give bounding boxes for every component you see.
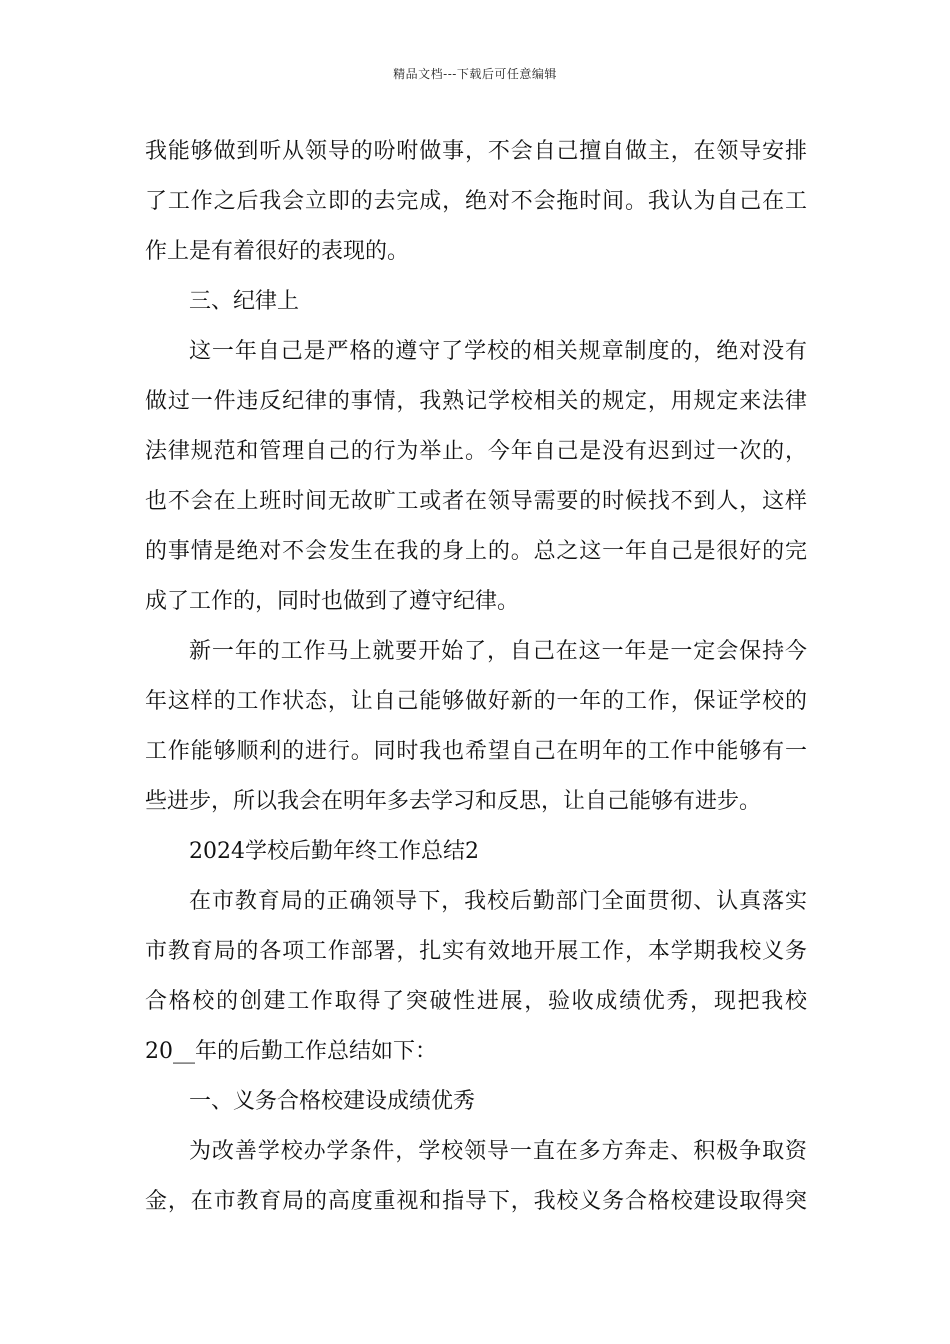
text-line: 成了工作的，同时也做到了遵守纪律。 [145,589,520,614]
text-line: 年这样的工作状态，让自己能够做好新的一年的工作，保证学校的 [145,689,807,714]
text-line: 为改善学校办学条件，学校领导一直在多方奔走、积极争取资 [189,1139,807,1164]
text-line: 我能够做到听从领导的吩咐做事，不会自己擅自做主，在领导安排 [145,139,807,164]
page-header: 精品文档---下载后可任意编辑 [393,67,557,81]
text-line: 合格校的创建工作取得了突破性进展，验收成绩优秀，现把我校 [145,989,807,1014]
section-heading: 一、义务合格校建设成绩优秀 [189,1089,476,1114]
text-line: 工作能够顺利的进行。同时我也希望自己在明年的工作中能够有一 [145,739,807,764]
document-title: 2024学校后勤年终工作总结2 [189,839,479,864]
text-line: 新一年的工作马上就要开始了，自己在这一年是一定会保持今 [189,639,807,664]
text-line: 作上是有着很好的表现的。 [145,239,410,264]
text-line: 的事情是绝对不会发生在我的身上的。总之这一年自己是很好的完 [145,539,807,564]
text-line: 金，在市教育局的高度重视和指导下，我校义务合格校建设取得突 [145,1189,807,1214]
text-line: 了工作之后我会立即的去完成，绝对不会拖时间。我认为自己在工 [145,189,807,214]
text-line: 也不会在上班时间无故旷工或者在领导需要的时候找不到人，这样 [145,489,807,514]
text-line: 市教育局的各项工作部署，扎实有效地开展工作，本学期我校义务 [145,939,807,964]
text-line: 些进步，所以我会在明年多去学习和反思，让自己能够有进步。 [145,789,762,814]
text-line: 法律规范和管理自己的行为举止。今年自己是没有迟到过一次的， [145,439,807,464]
section-heading: 三、纪律上 [189,289,300,314]
text-line: 做过一件违反纪律的事情，我熟记学校相关的规定，用规定来法律 [145,389,807,414]
text-line: 这一年自己是严格的遵守了学校的相关规章制度的，绝对没有 [189,339,807,364]
text-line: 在市教育局的正确领导下，我校后勤部门全面贯彻、认真落实 [189,889,807,914]
text-line: 20__年的后勤工作总结如下： [145,1039,437,1064]
document-body [145,127,807,1227]
